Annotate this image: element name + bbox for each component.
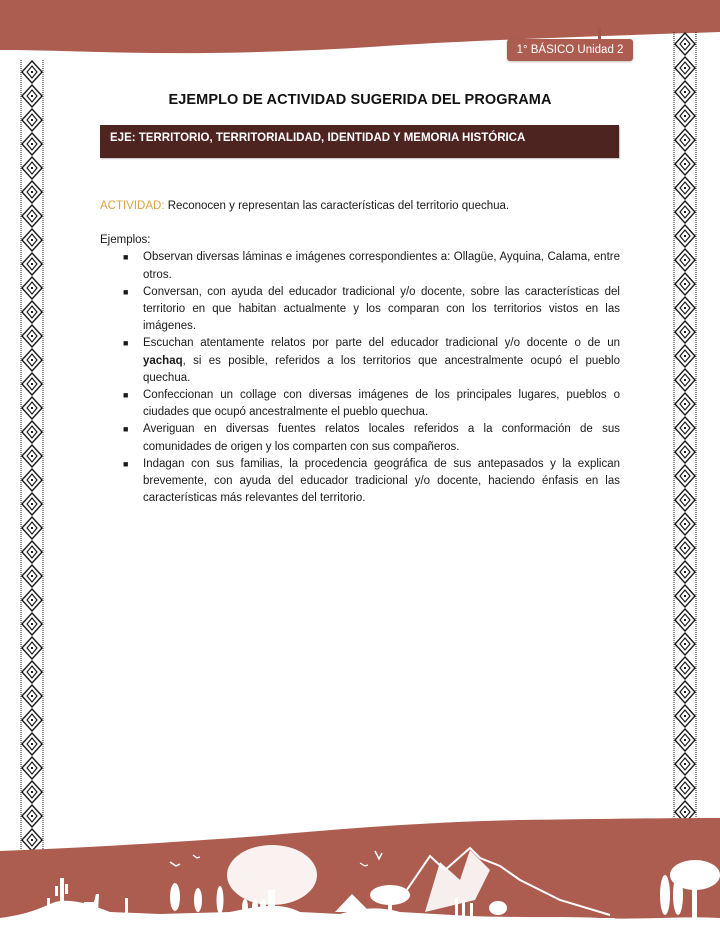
footer-landscape-banner — [0, 815, 720, 932]
examples-heading: Ejemplos: — [100, 234, 151, 247]
examples-list — [100, 249, 620, 507]
list-item: ■ Averiguan en diversas fuentes relatos locales referidos a la conformación de sus comunidades de origen y los comparten con sus compañeros. — [123, 423, 620, 453]
square-bullet-icon: ■ — [123, 286, 129, 297]
right-textile-border — [673, 32, 697, 822]
page-title: EJEMPLO DE ACTIVIDAD SUGERIDA DEL PROGRAMA — [168, 92, 552, 108]
eje-label: EJE: TERRITORIO, TERRITORIALIDAD, IDENTIDAD Y MEMORIA HISTÓRICA — [110, 132, 526, 144]
square-bullet-icon: ■ — [123, 252, 129, 263]
unit-badge: 1° BÁSICO Unidad 2 — [507, 39, 633, 61]
left-textile-border — [20, 60, 44, 850]
activity-line — [100, 198, 620, 215]
term-yachaq: yachaq — [143, 354, 183, 367]
list-item: ■ Indagan con sus familias, la procedencia geográfica de sus antepasados y la explican brevemente, con ayuda del educador tradicional y/o docente, haciendo énfasis en las características más relevantes del territorio. — [123, 457, 620, 505]
activity-label: ACTIVIDAD: — [100, 200, 165, 212]
list-item: ■ Escuchan atentamente relatos por parte del educador tradicional y/o docente o de un yachaq, si es posible, referidos a los territorios que ancestralmente ocupó el pueblo quechua. — [123, 337, 620, 384]
activity-text: Reconocen y representan las características del territorio quechua. — [167, 200, 510, 212]
list-item: ■ Conversan, con ayuda del educador tradicional y/o docente, sobre las características del territorio en que habitan actualmente y los comparan con los territorios vistos en las imágenes. — [123, 285, 620, 333]
list-item: ■ Observan diversas láminas e imágenes correspondientes a: Ollagüe, Ayquina, Calama, entre otros. — [123, 251, 620, 281]
list-item: ■ Confeccionan un collage con diversas imágenes de los principales lugares, pueblos o ciudades que ocupó ancestralmente el pueblo quechua. — [123, 389, 620, 419]
eje-banner — [100, 125, 619, 158]
square-bullet-icon: ■ — [123, 458, 129, 469]
square-bullet-icon: ■ — [123, 338, 129, 349]
square-bullet-icon: ■ — [123, 390, 129, 401]
square-bullet-icon: ■ — [123, 424, 129, 435]
activity-content — [100, 198, 620, 507]
